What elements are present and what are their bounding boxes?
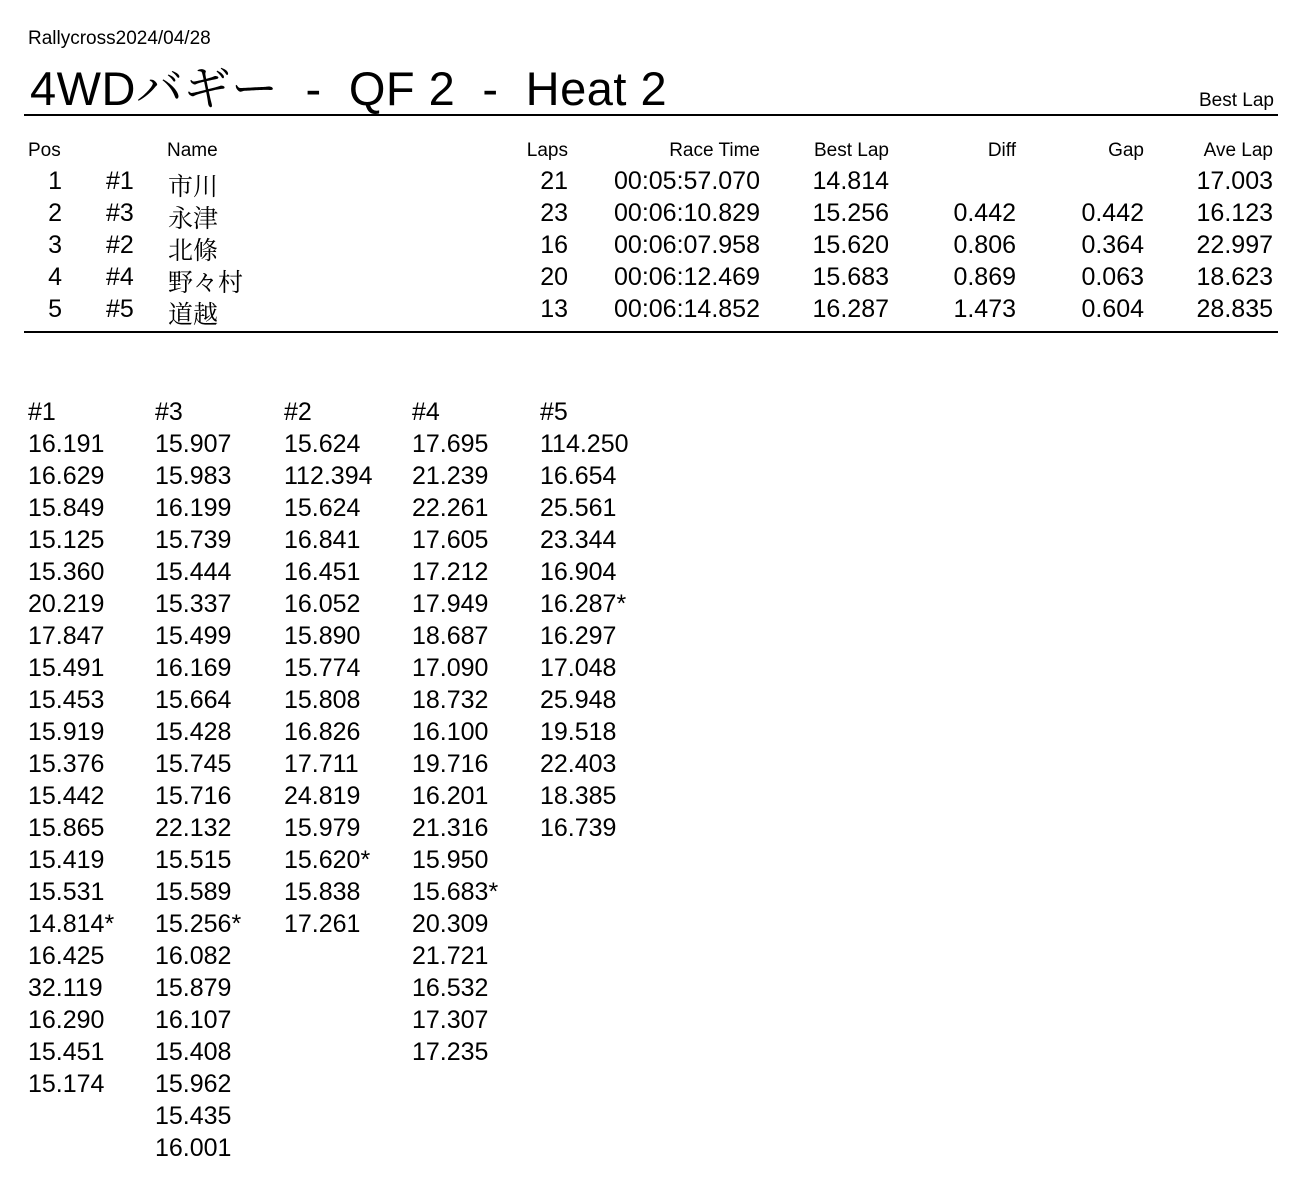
result-name: 道越	[168, 301, 219, 329]
divider-top	[24, 114, 1278, 116]
result-race-time: 00:06:12.469	[614, 263, 760, 291]
lap-column	[155, 396, 283, 1164]
result-pos: 3	[48, 231, 62, 259]
header-ave-lap: Ave Lap	[1203, 140, 1273, 161]
result-laps: 20	[540, 263, 568, 291]
result-gap: 0.364	[1081, 231, 1144, 259]
lap-time: 17.695	[412, 430, 489, 458]
result-ave-lap: 22.997	[1196, 231, 1273, 259]
lap-time: 23.344	[540, 526, 617, 554]
result-race-time: 00:06:10.829	[614, 199, 760, 227]
result-ave-lap: 16.123	[1196, 199, 1273, 227]
lap-time: 25.561	[540, 494, 617, 522]
lap-time: 16.001	[155, 1134, 232, 1162]
lap-time: 15.360	[28, 558, 105, 586]
lap-time: 15.256*	[155, 910, 242, 938]
lap-time: 15.589	[155, 878, 232, 906]
lap-time: 15.774	[284, 654, 361, 682]
lap-time: 114.250	[540, 430, 629, 458]
lap-time: 16.052	[284, 590, 361, 618]
lap-time: 15.419	[28, 846, 105, 874]
result-ave-lap: 28.835	[1196, 295, 1273, 323]
lap-time: 16.191	[28, 430, 105, 458]
lap-time: 25.948	[540, 686, 617, 714]
lap-column-header: #5	[540, 398, 568, 426]
result-gap: 0.442	[1081, 199, 1144, 227]
lap-time: 15.739	[155, 526, 232, 554]
lap-time: 14.814*	[28, 910, 115, 938]
lap-time: 16.532	[412, 974, 489, 1002]
lap-column	[412, 396, 540, 1068]
lap-time: 15.453	[28, 686, 105, 714]
lap-time: 24.819	[284, 782, 361, 810]
lap-time: 15.865	[28, 814, 105, 842]
result-best-lap: 15.683	[812, 263, 889, 291]
lap-time: 15.745	[155, 750, 232, 778]
result-pos: 4	[48, 263, 62, 291]
lap-time: 16.297	[540, 622, 617, 650]
result-diff: 0.806	[953, 231, 1016, 259]
lap-time: 15.624	[284, 430, 361, 458]
lap-time: 21.316	[412, 814, 489, 842]
lap-time: 17.090	[412, 654, 489, 682]
lap-time: 15.499	[155, 622, 232, 650]
race-title: 4WDバギー - QF 2 - Heat 2	[30, 62, 668, 115]
lap-time: 15.428	[155, 718, 232, 746]
lap-time: 15.907	[155, 430, 232, 458]
result-row	[0, 263, 1302, 295]
result-race-time: 00:06:07.958	[614, 231, 760, 259]
lap-time: 17.307	[412, 1006, 489, 1034]
lap-time: 15.983	[155, 462, 232, 490]
result-number: #4	[106, 263, 134, 291]
result-best-lap: 14.814	[812, 167, 889, 195]
result-laps: 16	[540, 231, 568, 259]
lap-time: 15.515	[155, 846, 232, 874]
lap-time: 15.683*	[412, 878, 499, 906]
lap-time: 17.949	[412, 590, 489, 618]
lap-time: 15.838	[284, 878, 361, 906]
lap-time: 17.711	[284, 750, 359, 778]
result-number: #5	[106, 295, 134, 323]
lap-time: 21.239	[412, 462, 489, 490]
lap-time: 16.654	[540, 462, 617, 490]
lap-time: 22.261	[412, 494, 489, 522]
result-best-lap: 15.620	[812, 231, 889, 259]
result-name: 北條	[168, 237, 219, 265]
lap-time: 15.664	[155, 686, 232, 714]
header-pos: Pos	[28, 140, 61, 161]
result-pos: 5	[48, 295, 62, 323]
lap-time: 19.518	[540, 718, 617, 746]
result-best-lap: 15.256	[812, 199, 889, 227]
lap-time: 17.605	[412, 526, 489, 554]
lap-column-header: #2	[284, 398, 312, 426]
lap-time: 16.199	[155, 494, 232, 522]
result-gap: 0.063	[1081, 263, 1144, 291]
result-row	[0, 295, 1302, 327]
result-pos: 1	[48, 167, 62, 195]
lap-time: 15.444	[155, 558, 232, 586]
lap-time: 16.107	[155, 1006, 232, 1034]
lap-time: 16.451	[284, 558, 361, 586]
lap-time: 17.212	[412, 558, 489, 586]
result-diff: 0.442	[953, 199, 1016, 227]
result-row	[0, 199, 1302, 231]
result-number: #2	[106, 231, 134, 259]
lap-time: 15.125	[28, 526, 105, 554]
lap-time: 16.287*	[540, 590, 627, 618]
lap-column-header: #3	[155, 398, 183, 426]
lap-time: 15.624	[284, 494, 361, 522]
result-laps: 23	[540, 199, 568, 227]
lap-time: 15.879	[155, 974, 232, 1002]
lap-time: 15.919	[28, 718, 105, 746]
lap-time: 15.962	[155, 1070, 232, 1098]
lap-time: 20.219	[28, 590, 105, 618]
lap-time: 15.337	[155, 590, 232, 618]
lap-time: 16.100	[412, 718, 489, 746]
lap-time: 15.408	[155, 1038, 232, 1066]
result-name: 野々村	[168, 269, 244, 297]
lap-time: 16.082	[155, 942, 232, 970]
lap-column	[284, 396, 412, 940]
lap-time: 16.841	[284, 526, 361, 554]
result-gap: 0.604	[1081, 295, 1144, 323]
sort-label: Best Lap	[1199, 90, 1274, 111]
header-name: Name	[167, 140, 218, 161]
lap-time: 15.376	[28, 750, 105, 778]
lap-time: 32.119	[28, 974, 103, 1002]
result-diff: 0.869	[953, 263, 1016, 291]
lap-time: 15.174	[28, 1070, 105, 1098]
lap-time: 17.261	[284, 910, 361, 938]
event-name: Rallycross2024/04/28	[28, 28, 211, 49]
lap-time: 15.808	[284, 686, 361, 714]
lap-time: 17.235	[412, 1038, 489, 1066]
lap-time: 21.721	[412, 942, 489, 970]
lap-time: 17.847	[28, 622, 105, 650]
lap-time: 15.890	[284, 622, 361, 650]
result-row	[0, 231, 1302, 263]
lap-time: 15.442	[28, 782, 105, 810]
lap-time: 15.620*	[284, 846, 371, 874]
result-name: 永津	[168, 205, 219, 233]
lap-time: 16.290	[28, 1006, 105, 1034]
result-race-time: 00:06:14.852	[614, 295, 760, 323]
header-gap: Gap	[1108, 140, 1144, 161]
lap-time: 16.826	[284, 718, 361, 746]
lap-time: 15.451	[28, 1038, 105, 1066]
lap-time: 15.716	[155, 782, 232, 810]
result-number: #1	[106, 167, 134, 195]
result-ave-lap: 17.003	[1196, 167, 1273, 195]
result-laps: 13	[540, 295, 568, 323]
lap-time: 18.732	[412, 686, 489, 714]
lap-time: 18.385	[540, 782, 617, 810]
header-laps: Laps	[526, 140, 568, 161]
lap-time: 15.950	[412, 846, 489, 874]
lap-time: 15.435	[155, 1102, 232, 1130]
lap-time: 15.979	[284, 814, 361, 842]
result-best-lap: 16.287	[812, 295, 889, 323]
lap-time: 22.132	[155, 814, 232, 842]
lap-time: 16.425	[28, 942, 105, 970]
result-laps: 21	[540, 167, 568, 195]
result-diff: 1.473	[953, 295, 1016, 323]
lap-time: 18.687	[412, 622, 489, 650]
lap-time: 15.531	[28, 878, 105, 906]
lap-time: 20.309	[412, 910, 489, 938]
lap-time: 16.904	[540, 558, 617, 586]
divider-bottom	[24, 331, 1278, 333]
lap-time: 17.048	[540, 654, 617, 682]
lap-column-header: #4	[412, 398, 440, 426]
lap-time: 16.739	[540, 814, 617, 842]
lap-time: 22.403	[540, 750, 617, 778]
lap-column-header: #1	[28, 398, 56, 426]
result-number: #3	[106, 199, 134, 227]
lap-time: 15.849	[28, 494, 105, 522]
header-diff: Diff	[987, 140, 1016, 161]
result-ave-lap: 18.623	[1196, 263, 1273, 291]
lap-time: 16.201	[412, 782, 489, 810]
result-name: 市川	[168, 173, 219, 201]
lap-time: 16.169	[155, 654, 232, 682]
lap-column	[540, 396, 668, 844]
lap-column	[28, 396, 156, 1100]
result-pos: 2	[48, 199, 62, 227]
result-row	[0, 167, 1302, 199]
lap-time: 112.394	[284, 462, 373, 490]
header-race-time: Race Time	[669, 140, 760, 161]
header-best-lap: Best Lap	[814, 140, 889, 161]
lap-time: 15.491	[28, 654, 105, 682]
result-race-time: 00:05:57.070	[614, 167, 760, 195]
lap-time: 16.629	[28, 462, 105, 490]
lap-time: 19.716	[412, 750, 489, 778]
